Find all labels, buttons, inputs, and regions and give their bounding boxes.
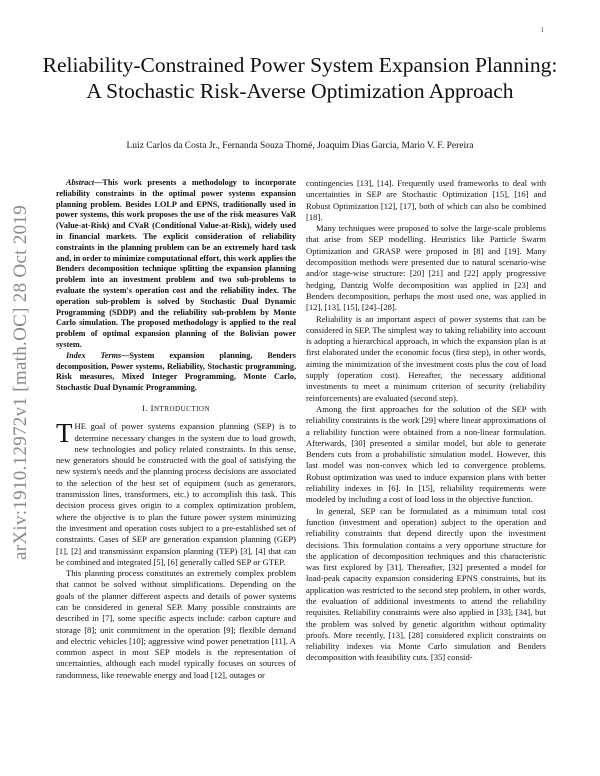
- page-number: 1: [540, 26, 544, 34]
- right-paragraph-4: Among the first approaches for the solution of the SEP with reliability constraints is the work [29] where linear approximations of a reliability function were obtained from a non-linear formulation. Afterwards, [30] presented a similar model, but able to generate Benders cuts from a probabilistic simulation model. However, this last model was non-convex which led to convergence problems. Robust optimization was used to induce expansion plans with better reliability indexes in [6]. In [15], reliability requirements were modeled by including a cost of load loss in the objective function.: [306, 403, 546, 505]
- section-number: I.: [141, 402, 148, 413]
- index-terms-text: —System expansion planning, Benders decomposition, Power systems, Reliability, Stochastic programming, Risk measures, Mixed Integer Programming, Monte Carlo, Stochastic Dual Dynamic Programming.: [56, 350, 296, 393]
- section-heading-introduction: [56, 403, 296, 415]
- abstract-text: —This work presents a methodology to incorporate reliability constraints in the optimal power systems expansion planning problem. Besides LOLP and EPNS, traditionally used in power systems, this work proposes the use of the risk measures VaR (Value-at-Risk) and CVaR (Conditional Value-at-Risk), widely used in financial markets. The explicit consideration of reliability constraints in the planning problem can be an extremely hard task and, in order to minimize computational effort, this work applies the Benders decomposition technique splitting the expansion planning problem into an investment problem and two sub-problems to evaluate the system's operation cost and the reliability index. The operation sub-problem is solved by Stochastic Dual Dynamic Programming (SDDP) and the reliability sub-problem by Monte Carlo simulation. The proposed methodology is applied to the real problem of optimal expansion planning of the Bolivian power system.: [56, 178, 296, 349]
- right-paragraph-3: Reliability is an important aspect of power systems that can be considered in SEP. The simplest way to taking reliability into account is adopting a hierarchical approach, in which the expansion plan is at first elaborated under the economic focus (first step), in other words, aiming the minimization of the investment costs plus the cost of load supply (operation cost). Hereafter, the necessary additional investments to meet a minimum criterion of security (reliability reinforcements) are evaluated (second step).: [306, 313, 546, 403]
- arxiv-identifier[interactable]: arXiv:1910.12972v1 [math.OC] 28 Oct 2019: [10, 204, 31, 560]
- index-terms: [56, 351, 296, 394]
- right-paragraph-5: In general, SEP can be formulated as a minimum total cost function (investment and operation) subject to the operation and reliability constraints that depend directly upon the investment decisions. This formulation contains a very opportune structure for the application of decomposition techniques and this characteristic was first explored by [31]. Thereafter, [32] presented a model for load-peak capacity expansion considering EPNS constraints, but its application was restricted to the second step problem, in other words, the evaluation of additional investments to attend the reliability requisites. Reliability constraints were also applied in [33], [34], but the problem was solved by genetic algorithm without optimality proofs. More recently, [13], [28] considered explicit constraints on reliability indexes via Monte Carlo simulation and Benders decomposition with feasibility cuts. [35] consid-: [306, 505, 546, 663]
- intro-paragraph-2: This planning process constitutes an extremely complex problem that cannot be solved without simplifications. Depending on the goals of the planner different aspects and details of power systems can be considered in general SEP. Many possible constraints are described in [7], some specific aspects include: carbon capture and storage [8]; unit commitment in the operation [9]; flexible demand and electric vehicles [10]; aggressive wind power penetration [11]. A common aspect in most SEP models is the representation of uncertainties, although each model typically focuses on sources of randomness, like renewable energy and load [12], outages or: [56, 568, 296, 680]
- paper-title: Reliability-Constrained Power System Expansion Planning: A Stochastic Risk-Averse Optimization Approach: [42, 53, 558, 103]
- left-column: [56, 178, 296, 681]
- abstract: [56, 178, 296, 394]
- section-title-initial: I: [150, 402, 154, 413]
- section-title-rest: NTRODUCTION: [153, 404, 211, 413]
- right-paragraph-2: Many techniques were proposed to solve the large-scale problems that arise from SEP modelling. Heuristics like Particle Swarm Optimization and GRASP were proposed in [8] and [19]. Many decomposition methods were presented due to natural scenario-wise and/or stage-wise structure: [20] [21] and [22] apply progressive hedging, Dantzig Wolfe decomposition was applied in [23] and Benders decomposition, perhaps the most used one, was applied in [12], [13], [15], [24]–[28].: [306, 223, 546, 313]
- right-column: [306, 178, 546, 664]
- intro-paragraph-1: [56, 418, 296, 568]
- author-list: Luiz Carlos da Costa Jr., Fernanda Souza Thomé, Joaquim Dias Garcia, Mario V. F. Pereira: [126, 141, 474, 151]
- index-terms-label: Index Terms: [66, 350, 122, 360]
- abstract-paragraph: [56, 178, 296, 351]
- intro-paragraph-1-text: HE goal of power systems expansion planning (SEP) is to determine necessary changes in the system due to load growth, new technologies and policy related constraints. In this sense, new generators should be constructed with the goal of satisfying the new system's needs and the planning process decisions are associated to the selection of the best set of equipment (such as generators, transmission lines, transformers, etc.) to accomplish this task. This decision process gives origin to a complex optimization problem, where the objective is to plan the future power system minimizing the investment and operation costs subject to a pre-established set of constraints. Cases of SEP are generation expansion planning (GEP) [1], [2] and transmission expansion planning (TEP) [3], [4] that can be combined and integrated [5], [6] generally called SEP or GTEP.: [56, 421, 296, 567]
- drop-cap-letter: T: [56, 418, 73, 449]
- right-paragraph-1: contingencies [13], [14]. Frequently used frameworks to deal with uncertainties in SEP are Stochastic Optimization [15], [16] and Robust Optimization [12], [17], both of which can also be combined [18].: [306, 178, 546, 222]
- abstract-label: Abstract: [66, 178, 95, 187]
